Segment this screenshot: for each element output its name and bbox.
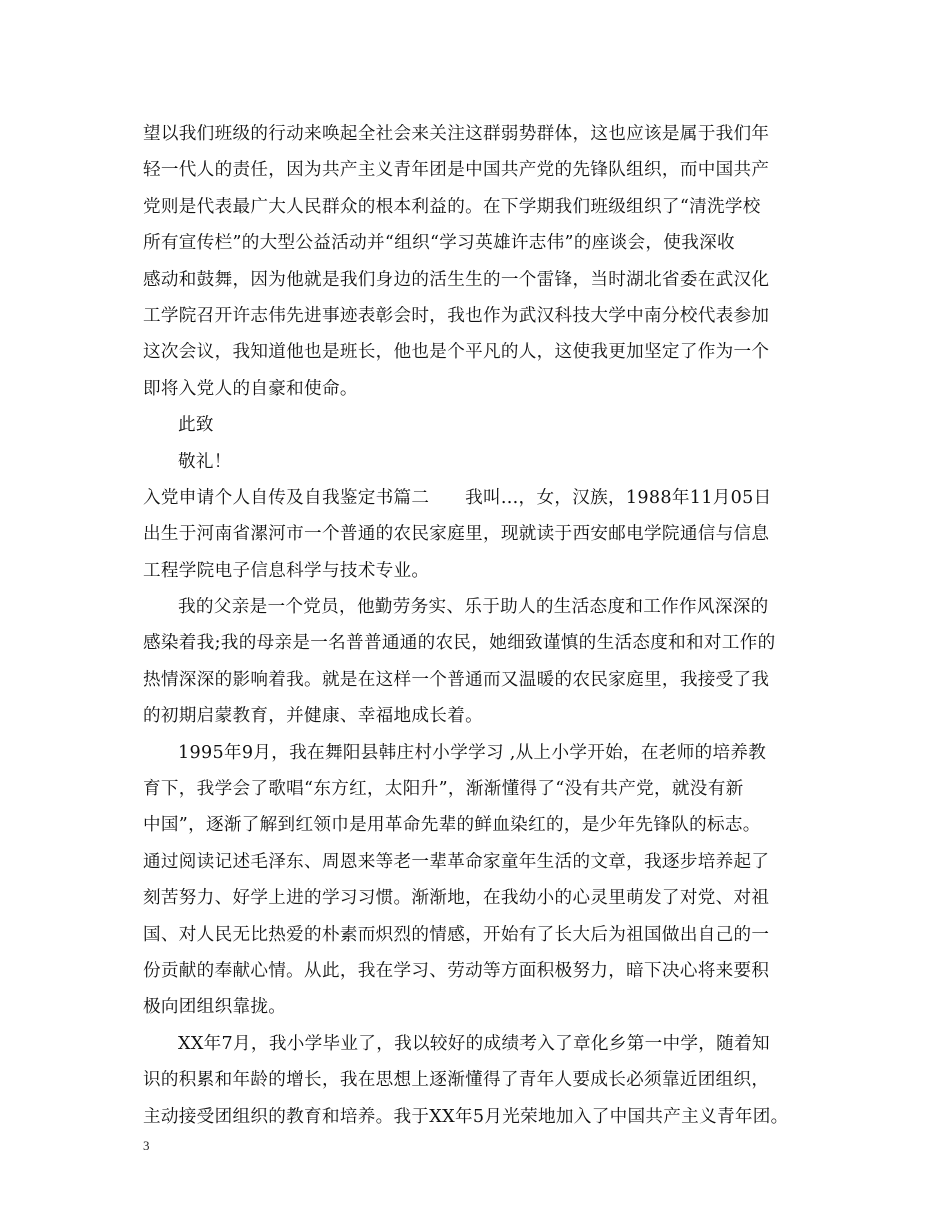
text-line: 热情深深的影响着我。就是在这样一个普通而又温暖的农民家庭里，我接受了我	[143, 669, 770, 690]
text-line: 国、对人民无比热爱的朴素而炽烈的情感，开始有了长大后为祖国做出自己的一	[143, 924, 770, 945]
text-line: 敬礼！	[178, 451, 232, 472]
text-line: 份贡献的奉献心情。从此，我在学习、劳动等方面积极努力，暗下决心将来要积	[143, 960, 770, 981]
text-line: 识的积累和年龄的增长，我在思想上逐渐懂得了青年人要成长必须靠近团组织，	[143, 1070, 770, 1091]
text-line: 1995年9月，我在舞阳县韩庄村小学学习 ,从上小学开始，在老师的培养教	[178, 742, 767, 763]
text-line: 育下，我学会了歌唱“东方红，太阳升”，渐渐懂得了“没有共产党，就没有新	[143, 779, 744, 800]
text-line: 入党申请个人自传及自我鉴定书篇二 我叫...，女，汉族，1988年11月05日	[143, 487, 772, 508]
text-line: 这次会议，我知道他也是班长，他也是个平凡的人，这使我更加坚定了作为一个	[143, 342, 770, 363]
text-line: 出生于河南省漯河市一个普通的农民家庭里，现就读于西安邮电学院通信与信息	[143, 524, 770, 545]
text-line: 极向团组织靠拢。	[143, 997, 287, 1018]
text-line: 感染着我;我的母亲是一名普普通通的农民，她细致谨慎的生活态度和和对工作的	[143, 633, 776, 654]
text-line: 主动接受团组织的教育和培养。我于XX年5月光荣地加入了中国共产主义青年团。	[143, 1106, 789, 1127]
text-line: 望以我们班级的行动来唤起全社会来关注这群弱势群体，这也应该是属于我们年	[143, 124, 770, 144]
text-line: 党则是代表最广大人民群众的根本利益的。在下学期我们班级组织了“清洗学校	[143, 196, 761, 217]
text-line: 感动和鼓舞，因为他就是我们身边的活生生的一个雷锋，当时湖北省委在武汉化	[143, 269, 770, 290]
text-line: 轻一代人的责任，因为共产主义青年团是中国共产党的先锋队组织，而中国共产	[143, 160, 770, 181]
text-line: 的初期启蒙教育，并健康、幸福地成长着。	[143, 706, 483, 727]
text-line: 此致	[178, 415, 214, 436]
text-line: 工学院召开许志伟先进事迹表彰会时，我也作为武汉科技大学中南分校代表参加	[143, 305, 770, 326]
text-line: 所有宣传栏”的大型公益活动并“组织“学习英雄许志伟”的座谈会，使我深收	[143, 233, 735, 254]
text-line: 刻苦努力、好学上进的学习习惯。渐渐地，在我幼小的心灵里萌发了对党、对祖	[143, 888, 770, 909]
text-line: 即将入党人的自豪和使命。	[143, 378, 358, 399]
text-line: 我的父亲是一个党员，他勤劳务实、乐于助人的生活态度和工作作风深深的	[178, 597, 769, 618]
page-number: 3	[143, 1138, 150, 1153]
text-line: 工程学院电子信息科学与技术专业。	[143, 560, 430, 581]
text-line: 中国”，逐渐了解到红领巾是用革命先辈的鲜血染红的，是少年先锋队的标志。	[143, 815, 761, 836]
text-line: 通过阅读记述毛泽东、周恩来等老一辈革命家童年生活的文章，我逐步培养起了	[143, 851, 770, 872]
text-line: XX年7月，我小学毕业了，我以较好的成绩考入了章化乡第一中学，随着知	[178, 1033, 770, 1054]
document-body	[143, 116, 823, 1135]
